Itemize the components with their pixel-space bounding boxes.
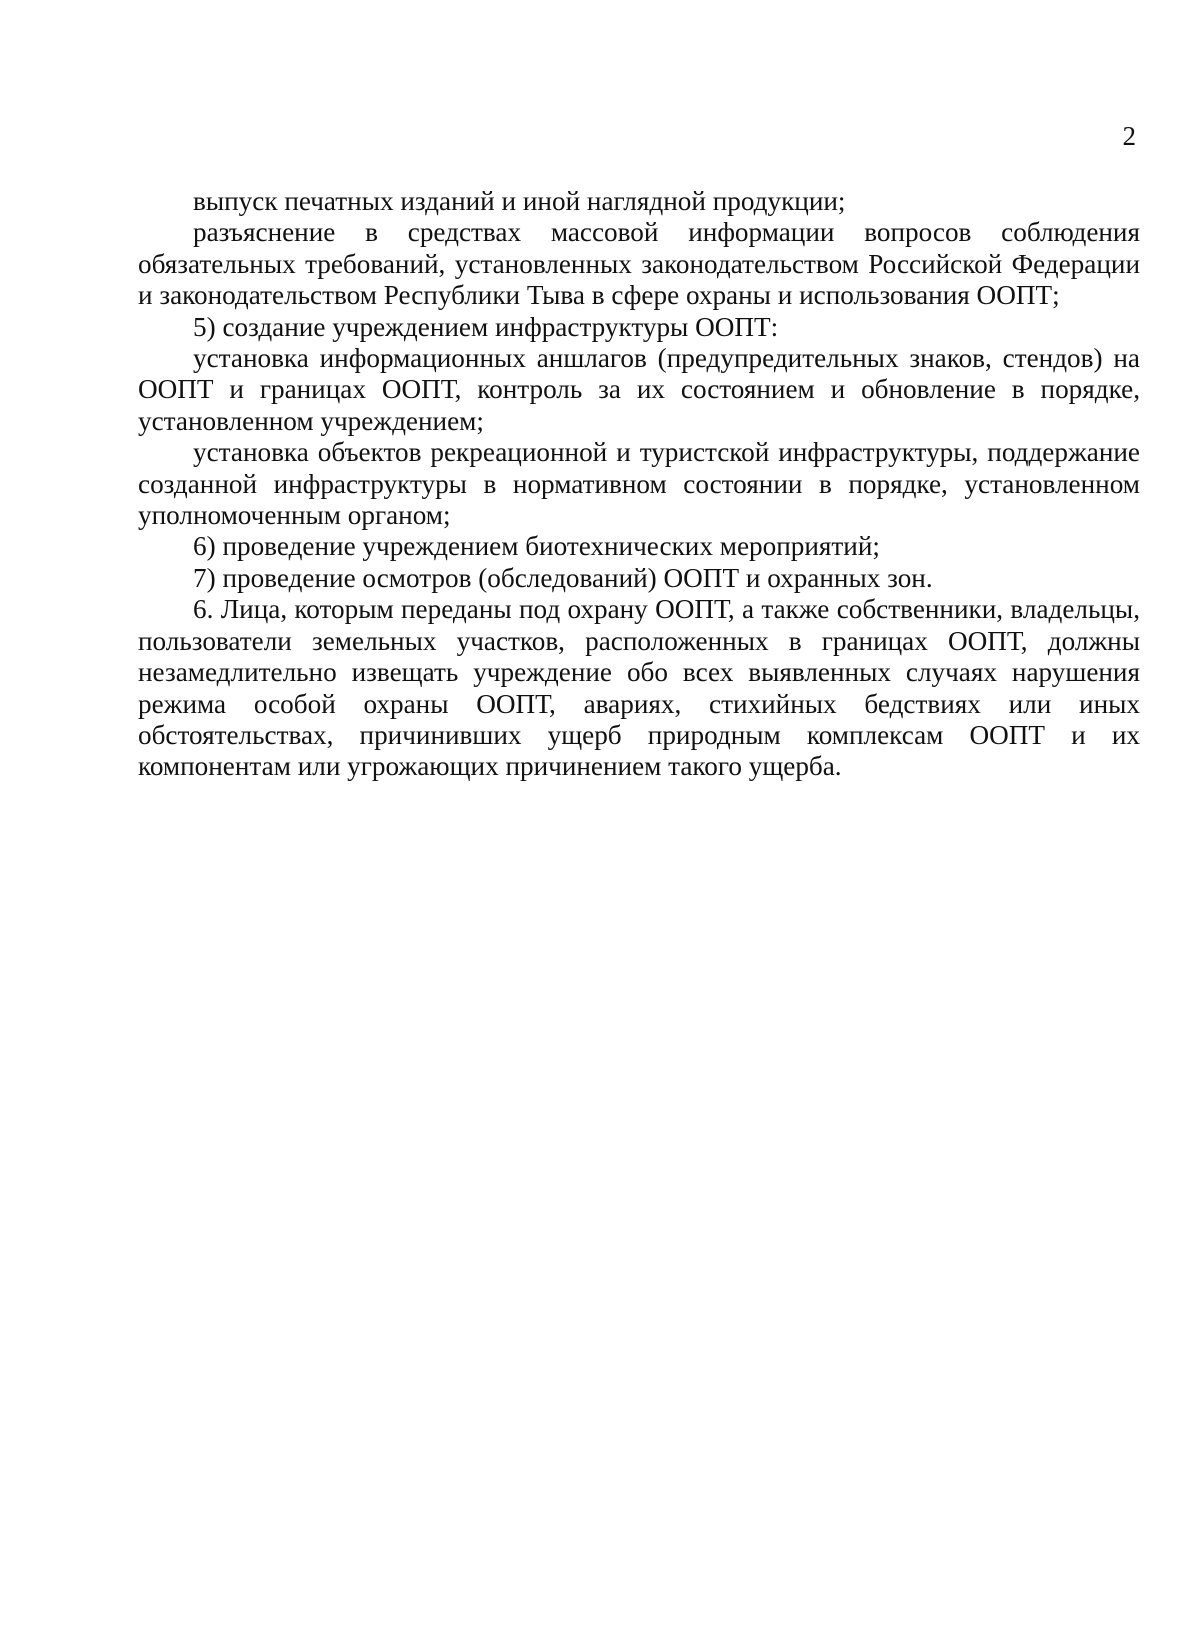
paragraph-infrastructure-item: 5) создание учреждением инфраструктуры ООПТ: [193, 311, 779, 342]
paragraph-reporting-obligation: 6. Лица, которым переданы под охрану ООПТ, а также собственники, владельцы, пользователи земельных участков, расположенных в границах ООПТ, должны незамедлительно извещать учреждение обо всех выявленных случаях нарушения режима особой охраны ООПТ, авариях, стихийных бедствиях или иных обстоятельствах, причинивших ущерб природным комплексам ООПТ и их компонентам или угрожающих причинением такого ущерба. [138, 594, 1140, 782]
paragraph-information-signs: установка информационных аншлагов (предупредительных знаков, стендов) на ООПТ и границах ООПТ, контроль за их состоянием и обновление в порядке, установленном учреждением; [138, 343, 1140, 436]
page-number: 2 [1122, 121, 1136, 151]
paragraph-biotechnical-measures: 6) проведение учреждением биотехнических мероприятий; [193, 531, 880, 562]
paragraph-printed-materials: выпуск печатных изданий и иной наглядной продукции; [193, 186, 846, 216]
document-body [138, 186, 1140, 783]
paragraph-media-explanation: разъяснение в средствах массовой информации вопросов соблюдения обязательных требований, установленных законодательством Российской Федерации и законодательством Республики Тыва в сфере охраны и использования ООПТ; [138, 217, 1140, 311]
paragraph-recreational-infrastructure: установка объектов рекреационной и туристской инфраструктуры, поддержание созданной инфраструктуры в нормативном состоянии в порядке, установленном уполномоченным органом; [138, 437, 1140, 531]
paragraph-inspections: 7) проведение осмотров (обследований) ООПТ и охранных зон. [193, 562, 933, 593]
